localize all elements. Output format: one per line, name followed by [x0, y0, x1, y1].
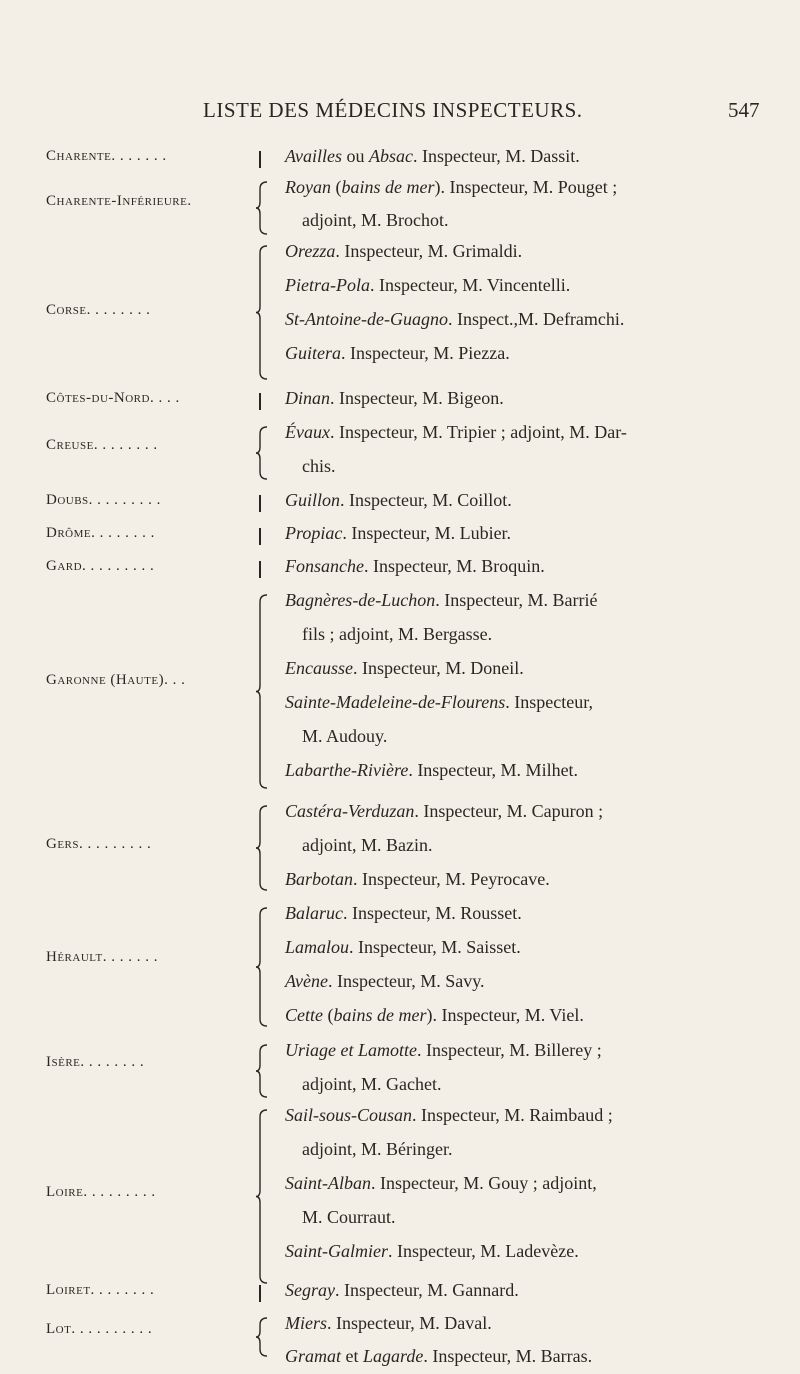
bar-mark: [259, 151, 261, 168]
entry-line: [285, 490, 512, 511]
entry-line: [285, 556, 545, 577]
entry-line: [285, 801, 603, 822]
entry-text: chis.: [302, 456, 336, 476]
entry-line: [302, 1074, 441, 1095]
brace-mark: [255, 805, 269, 891]
entry-text: . Inspecteur, M. Grimaldi.: [335, 241, 523, 261]
entry-line: [285, 760, 578, 781]
entry-line: [285, 869, 550, 890]
bar-mark: [259, 561, 261, 578]
department-name: Gard. . . . . . . . .: [46, 558, 155, 574]
entry-text: adjoint, M. Béringer.: [302, 1139, 453, 1159]
department-name: Lot. . . . . . . . . .: [46, 1321, 153, 1337]
entry-text: . Inspecteur, M. Ladevèze.: [388, 1241, 579, 1261]
entry-line: [285, 1040, 602, 1061]
entry-text: M. Courraut.: [302, 1207, 396, 1227]
department-name: Hérault. . . . . . .: [46, 949, 158, 965]
brace-path: [256, 806, 267, 890]
bar-mark: [259, 1285, 261, 1302]
spa-name: Absac: [369, 146, 413, 166]
entry-text: (: [330, 177, 342, 197]
entry-text: (: [323, 1005, 334, 1025]
entry-line: [285, 1173, 597, 1194]
entry-line: [285, 146, 580, 167]
department-name: Loire. . . . . . . . .: [46, 1184, 156, 1200]
entry-line: [285, 275, 570, 296]
entry-text: . Inspecteur, M. Milhet.: [408, 760, 579, 780]
entry-line: [285, 1005, 584, 1026]
entry-line: [302, 1139, 452, 1160]
department-name: Côtes-du-Nord. . . .: [46, 390, 180, 406]
page-header: [0, 98, 800, 128]
bar-mark: [259, 528, 261, 545]
entry-line: [302, 624, 492, 645]
entry-line: [285, 1241, 579, 1262]
entry-line: [285, 937, 521, 958]
entry-text: . Inspecteur, M. Gouy ; adjoint,: [371, 1173, 597, 1193]
brace-mark: [255, 245, 269, 380]
entry-line: [302, 835, 432, 856]
brace-mark: [255, 1317, 269, 1357]
spa-name: Miers: [285, 1313, 327, 1333]
entry-text: ). Inspecteur, M. Viel.: [426, 1005, 584, 1025]
department-name: Charente. . . . . . .: [46, 148, 167, 164]
spa-name: Propiac: [285, 523, 343, 543]
spa-name: Sail-sous-Cousan: [285, 1105, 413, 1125]
spa-name: Lagarde: [363, 1346, 424, 1366]
entry-text: adjoint, M. Brochot.: [302, 210, 449, 230]
entry-text: . Inspecteur, M. Doneil.: [352, 658, 524, 678]
department-name: Garonne (Haute). . .: [46, 672, 186, 688]
brace-path: [256, 1318, 267, 1356]
spa-name: Balaruc: [285, 903, 343, 923]
brace-path: [256, 595, 267, 788]
entry-line: [302, 1207, 396, 1228]
entry-text: adjoint, M. Gachet.: [302, 1074, 442, 1094]
entry-line: [285, 1280, 519, 1301]
entry-line: [285, 177, 617, 198]
entry-text: . Inspecteur, M. Coillot.: [340, 490, 512, 510]
spa-name: Saint-Alban: [285, 1173, 371, 1193]
entry-text: ou: [342, 146, 369, 166]
spa-name: Royan: [285, 177, 331, 197]
spa-name: Lamalou: [285, 937, 350, 957]
entry-line: [285, 971, 485, 992]
page-number: 547: [728, 98, 760, 122]
spa-name: Castéra-Verduzan: [285, 801, 415, 821]
entry-text: . Inspecteur,: [505, 692, 594, 712]
spa-name: St-Antoine-de-Guagno: [285, 309, 448, 329]
department-name: Charente-Inférieure.: [46, 193, 192, 209]
entry-text: . Inspecteur, M. Bigeon.: [330, 388, 504, 408]
spa-name: bains de mer: [341, 177, 435, 197]
spa-name: Fonsanche: [285, 556, 364, 576]
department-name: Isère. . . . . . . .: [46, 1054, 145, 1070]
entry-text: M. Audouy.: [302, 726, 388, 746]
page-title: LISTE DES MÉDECINS INSPECTEURS.: [203, 98, 583, 122]
entry-text: . Inspecteur, M. Tripier ; adjoint, M. Dar-: [329, 422, 627, 442]
entry-text: . Inspecteur, M. Vincentelli.: [369, 275, 571, 295]
department-name: Gers. . . . . . . . .: [46, 836, 152, 852]
spa-name: Encausse: [285, 658, 353, 678]
spa-name: Pietra-Pola: [285, 275, 370, 295]
brace-mark: [255, 181, 269, 235]
entry-text: . Inspecteur, M. Saisset.: [349, 937, 521, 957]
spa-name: Barbotan: [285, 869, 354, 889]
bar-mark: [259, 393, 261, 410]
entry-text: . Inspecteur, M. Daval.: [327, 1313, 492, 1333]
spa-name: Bagnères-de-Luchon: [285, 590, 436, 610]
entry-line: [302, 210, 449, 231]
entry-text: . Inspecteur, M. Rousset.: [343, 903, 522, 923]
entry-text: . Inspecteur, M. Raimbaud ;: [412, 1105, 613, 1125]
entry-text: . Inspecteur, M. Broquin.: [363, 556, 545, 576]
entry-line: [285, 422, 627, 443]
entry-line: [285, 523, 511, 544]
spa-name: Saint-Galmier: [285, 1241, 388, 1261]
brace-path: [256, 1045, 267, 1097]
entry-line: [285, 692, 593, 713]
brace-mark: [255, 1109, 269, 1284]
department-name: Creuse. . . . . . . .: [46, 437, 158, 453]
entry-text: adjoint, M. Bazin.: [302, 835, 433, 855]
spa-name: Availles: [285, 146, 342, 166]
entry-line: [285, 309, 624, 330]
brace-mark: [255, 594, 269, 789]
entry-text: . Inspecteur, M. Billerey ;: [417, 1040, 602, 1060]
spa-name: Sainte-Madeleine-de-Flourens: [285, 692, 506, 712]
spa-name: Labarthe-Rivière: [285, 760, 409, 780]
brace-mark: [255, 426, 269, 480]
entry-text: . Inspecteur, M. Lubier.: [342, 523, 512, 543]
entry-line: [302, 726, 387, 747]
entry-line: [285, 1313, 492, 1334]
department-name: Drôme. . . . . . . .: [46, 525, 155, 541]
department-name: Loiret. . . . . . . .: [46, 1282, 155, 1298]
brace-path: [256, 182, 267, 234]
entry-text: . Inspect.,M. Deframchi.: [447, 309, 625, 329]
entry-line: [285, 1346, 592, 1367]
entry-text: . Inspecteur, M. Capuron ;: [414, 801, 604, 821]
entry-text: et: [341, 1346, 364, 1366]
entry-line: [285, 590, 598, 611]
brace-path: [256, 908, 267, 1026]
spa-name: bains de mer: [333, 1005, 427, 1025]
spa-name: Dinan: [285, 388, 330, 408]
entry-line: [285, 903, 522, 924]
entry-text: . Inspecteur, M. Dassit.: [413, 146, 580, 166]
spa-name: Segray: [285, 1280, 335, 1300]
entry-line: [285, 388, 504, 409]
bar-mark: [259, 495, 261, 512]
entry-line: [285, 241, 522, 262]
entry-text: . Inspecteur, M. Barras.: [423, 1346, 593, 1366]
spa-name: Orezza: [285, 241, 336, 261]
entry-line: [302, 456, 336, 477]
entry-text: . Inspecteur, M. Barrié: [435, 590, 598, 610]
department-name: Corse. . . . . . . .: [46, 302, 151, 318]
spa-name: Guillon: [285, 490, 341, 510]
entry-text: . Inspecteur, M. Gannard.: [334, 1280, 519, 1300]
brace-mark: [255, 1044, 269, 1098]
brace-path: [256, 246, 267, 379]
spa-name: Guitera: [285, 343, 341, 363]
brace-path: [256, 1110, 267, 1283]
spa-name: Cette: [285, 1005, 323, 1025]
spa-name: Uriage et Lamotte: [285, 1040, 417, 1060]
entry-text: . Inspecteur, M. Savy.: [327, 971, 485, 991]
department-name: Doubs. . . . . . . . .: [46, 492, 161, 508]
entry-line: [285, 343, 510, 364]
entry-line: [285, 658, 524, 679]
entry-text: . Inspecteur, M. Peyrocave.: [353, 869, 550, 889]
brace-path: [256, 427, 267, 479]
entry-text: ). Inspecteur, M. Pouget ;: [434, 177, 618, 197]
spa-name: Avène: [285, 971, 328, 991]
brace-mark: [255, 907, 269, 1027]
entry-text: . Inspecteur, M. Piezza.: [341, 343, 510, 363]
spa-name: Évaux: [285, 422, 330, 442]
entry-text: fils ; adjoint, M. Bergasse.: [302, 624, 493, 644]
spa-name: Gramat: [285, 1346, 342, 1366]
entry-line: [285, 1105, 613, 1126]
